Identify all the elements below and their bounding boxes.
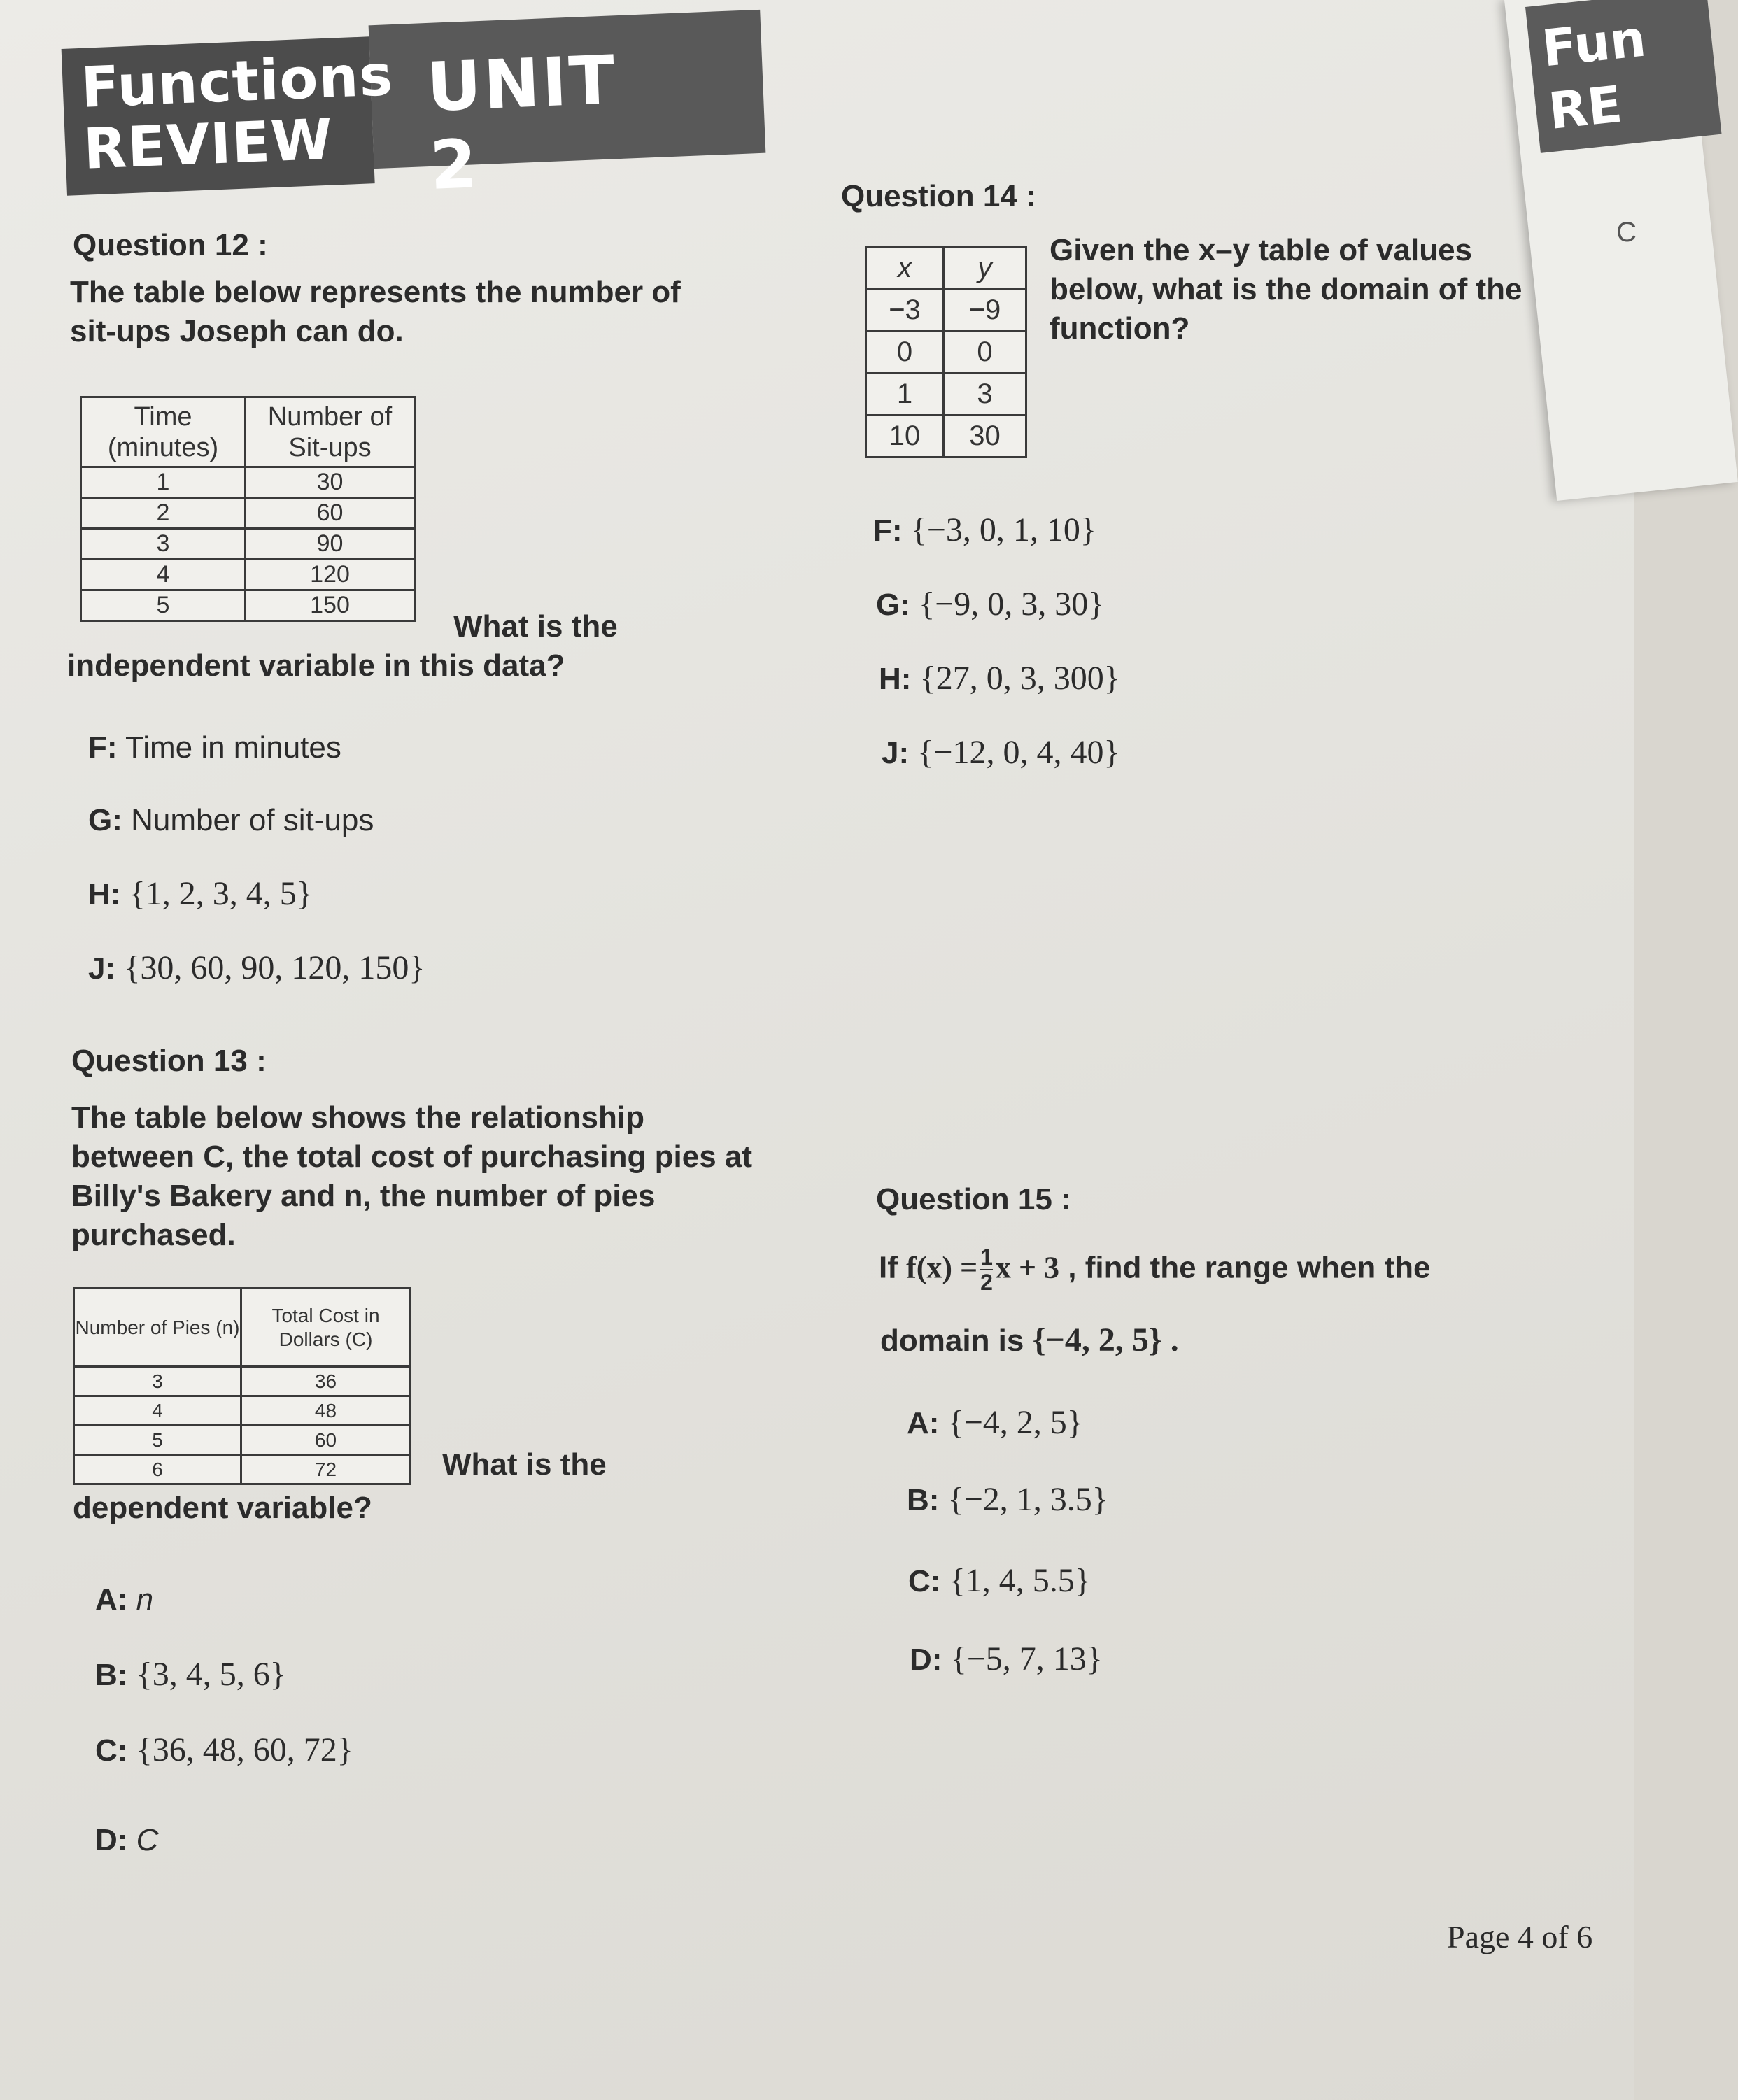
q13-table [73,1287,411,1485]
q12-option-j[interactable] [88,949,425,987]
q14-option-h[interactable] [879,659,1120,697]
option-text: {−4, 2, 5} [947,1404,1083,1441]
table-cell: 36 [241,1367,411,1396]
table-cell: 3 [944,374,1026,416]
q12-heading: Question 12 : [73,228,268,262]
q15-fraction-numerator: 1 [980,1244,993,1270]
title-review: REVIEW [82,106,334,182]
q15-fraction-denominator: 2 [980,1270,993,1295]
option-letter: F: [873,513,903,548]
table-cell: 60 [246,498,415,529]
option-letter: G: [88,803,122,837]
table-cell: 48 [241,1396,411,1426]
table-cell: 3 [74,1367,241,1396]
q13-stem: The table below shows the relationship between C, the total cost of purchasing pies at Billy's Bakery and n, the number of pies purchased. [71,1100,753,1252]
q12-option-g[interactable] [88,803,374,838]
option-letter: D: [910,1643,942,1677]
option-letter: G: [876,588,910,622]
q14-heading: Question 14 : [841,179,1036,213]
table-cell: −9 [944,290,1026,332]
adjacent-title-1: Fun [1539,8,1649,78]
q15-option-d[interactable] [910,1640,1103,1678]
table-cell: 1 [81,467,246,498]
option-letter: A: [95,1582,128,1617]
table-cell: 30 [944,416,1026,457]
q14-header-y: y [944,248,1026,290]
q12-question-part2: independent variable in this data? [67,648,565,683]
table-cell: −3 [866,290,944,332]
table-cell: 2 [81,498,246,529]
q12-stem: The table below represents the number of sit-ups Joseph can do. [70,275,681,348]
q14-stem: Given the x–y table of values below, what is the domain of the function? [1050,233,1522,346]
option-text: {1, 4, 5.5} [949,1562,1091,1599]
option-letter: F: [88,730,118,765]
q15-function-lhs: f(x) = [906,1250,978,1285]
adjacent-title-2: RE [1546,74,1625,141]
title-functions: Functions [79,43,395,120]
q15-option-c[interactable] [908,1561,1091,1600]
table-cell: 60 [241,1426,411,1455]
q15-stem-rest: , find the range when the [1068,1250,1431,1285]
table-cell: 3 [81,529,246,560]
option-letter: J: [882,736,910,770]
option-text: C [136,1823,159,1857]
table-cell: 0 [944,332,1026,374]
q13-heading: Question 13 : [71,1044,267,1078]
q14-header-x: x [866,248,944,290]
option-text: {27, 0, 3, 300} [919,660,1120,697]
option-letter: J: [88,951,116,986]
q12-header-situps: Number of Sit-ups [246,397,415,467]
q14-option-g[interactable] [876,585,1104,623]
q12-question-part1: What is the [453,609,618,644]
q15-domain-set: {−4, 2, 5} . [1032,1321,1179,1358]
q15-function-rhs: x + 3 [995,1250,1060,1285]
q15-domain-label: domain is [880,1324,1024,1358]
option-text: {30, 60, 90, 120, 150} [124,949,425,986]
option-letter: C: [95,1733,128,1768]
option-text: {36, 48, 60, 72} [136,1731,353,1768]
table-cell: 10 [866,416,944,457]
q13-header-pies: Number of Pies (n) [74,1289,241,1367]
q13-option-a[interactable] [95,1582,153,1617]
option-letter: H: [879,662,912,696]
table-cell: 90 [246,529,415,560]
option-text: Number of sit-ups [131,803,374,837]
option-text: n [136,1582,154,1617]
table-cell: 72 [241,1455,411,1484]
q13-option-d[interactable] [95,1823,158,1858]
q15-option-a[interactable] [907,1403,1083,1442]
option-letter: A: [907,1406,940,1440]
unit-label: UNIT 2 [425,41,619,205]
option-text: {3, 4, 5, 6} [136,1656,286,1693]
q12-option-f[interactable] [88,730,341,765]
option-letter: C: [908,1564,941,1598]
table-cell: 150 [246,590,415,621]
q15-option-b[interactable] [907,1480,1108,1519]
option-text: {−5, 7, 13} [950,1640,1103,1677]
q15-if: If [879,1250,898,1285]
q15-stem-line1 [879,1245,1431,1294]
table-cell: 4 [81,560,246,590]
q12-option-h[interactable] [88,874,313,913]
table-cell: 4 [74,1396,241,1426]
table-cell: 1 [866,374,944,416]
table-cell: 5 [74,1426,241,1455]
q14-table [865,246,1027,458]
q12-table [80,396,416,622]
option-letter: H: [88,877,121,911]
q13-option-c[interactable] [95,1731,353,1769]
table-cell: 120 [246,560,415,590]
option-text: {1, 2, 3, 4, 5} [129,875,313,912]
option-letter: D: [95,1823,128,1857]
q15-fraction [980,1245,993,1294]
q13-header-cost: Total Cost in Dollars (C) [241,1289,411,1367]
q14-option-f[interactable] [873,511,1096,549]
q13-question-part1: What is the [442,1447,607,1482]
table-cell: 6 [74,1455,241,1484]
page-number: Page 4 of 6 [1447,1919,1593,1954]
option-text: {−2, 1, 3.5} [947,1481,1108,1518]
q14-option-j[interactable] [882,733,1120,772]
option-text: {−9, 0, 3, 30} [919,586,1105,623]
q15-stem-line2 [880,1321,1179,1361]
adjacent-sheet-banner [1525,0,1722,153]
q13-option-b[interactable] [95,1655,286,1694]
option-text: {−12, 0, 4, 40} [917,734,1120,771]
q12-header-time: Time (minutes) [81,397,246,467]
option-letter: B: [907,1483,940,1517]
option-letter: B: [95,1658,128,1692]
adjacent-letter: C [1616,217,1637,248]
q13-question-part2: dependent variable? [73,1491,372,1525]
table-cell: 30 [246,467,415,498]
table-cell: 0 [866,332,944,374]
table-cell: 5 [81,590,246,621]
option-text: {−3, 0, 1, 10} [910,511,1096,548]
option-text: Time in minutes [125,730,341,765]
q15-heading: Question 15 : [876,1182,1071,1216]
